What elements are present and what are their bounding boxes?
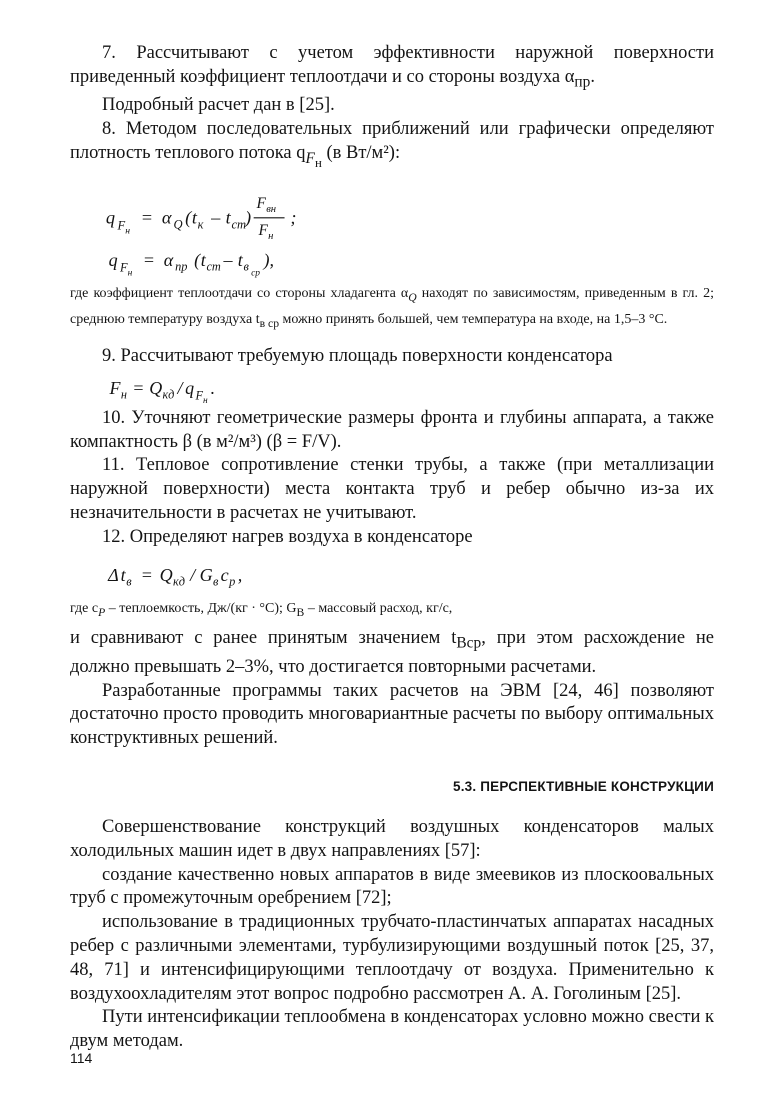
svg-text:Q: Q: [149, 377, 163, 398]
paragraph-11: 11. Тепловое сопротивление стенки трубы, а также (при металлизации наружной поверхности) места контакта труб и ребер обычно из-за их незначительности в расчетах не учитывают.: [70, 455, 714, 524]
svg-text:G: G: [199, 564, 213, 585]
section-heading: 5.3. ПЕРСПЕКТИВНЫЕ КОНСТРУКЦИИ: [453, 779, 714, 795]
svg-text:пр: пр: [175, 260, 188, 275]
paragraph-15: Совершенствование конструкций воздушных конденсаторов малых холодильных машин идет в двух направлениях [57]:: [70, 817, 714, 861]
formula-air-heating: [70, 558, 472, 598]
svg-text:F: F: [195, 388, 203, 403]
note-1: где коэффициент теплоотдачи со стороны хладагента $\alpha_Q$ находят по зависимостям, приведенным в гл. 2; среднюю температуру воздуха $t_{в ср}$ можно принять большей, чем температура на входе, на 1,5–3 °С.: [70, 286, 715, 331]
svg-text:q: q: [185, 377, 195, 398]
svg-text:н: н: [203, 396, 208, 407]
svg-text:,: ,: [237, 564, 243, 585]
svg-text:;: ;: [290, 208, 297, 229]
svg-text:t: t: [225, 208, 231, 229]
paragraph-12: 12. Определяют нагрев воздуха в конденсаторе: [102, 526, 473, 547]
svg-text:F: F: [109, 377, 121, 398]
svg-text:/: /: [190, 564, 196, 585]
paragraph-7: 7. Рассчитывают с учетом эффективности наружной поверхности приведенный коэффициент теплоотдачи и со стороны воздуха $\alpha_{пр}$.: [70, 43, 714, 91]
svg-text:c: c: [220, 564, 229, 585]
formula-heat-flux-1: [70, 185, 472, 241]
svg-text:ср: ср: [251, 268, 261, 279]
paragraph-9: 9. Рассчитывают требуемую площадь поверхности конденсатора: [102, 346, 613, 367]
svg-text:н: н: [127, 268, 133, 279]
paragraph-16: создание качественно новых аппаратов в виде змеевиков из плоскоовальных труб с промежуточным оребрением [72];: [70, 864, 714, 909]
paragraph-18: Пути интенсификации теплообмена в конденсаторах условно можно свести к двум методам.: [70, 1007, 714, 1052]
formula-area: [70, 373, 472, 407]
svg-text:=: =: [142, 250, 155, 271]
svg-text:Q: Q: [159, 564, 173, 585]
paragraph-13: и сравнивают с ранее принятым значением $t_{Вср}$, при этом расхождение не должно превышать 2–3%, что достигается повторными расчетами.: [70, 628, 715, 677]
svg-text:–: –: [211, 208, 221, 229]
paragraph-10: 10. Уточняют геометрические размеры фронта и глубины аппарата, а также компактность β (в м²/м³) (β = F/V).: [70, 407, 714, 452]
svg-text:α: α: [161, 208, 172, 229]
formula-heat-flux-2: [70, 245, 472, 283]
svg-text:в: в: [126, 574, 132, 589]
svg-text:),: ),: [263, 250, 274, 271]
svg-text:кд: кд: [162, 387, 175, 402]
svg-text:t: t: [200, 250, 206, 271]
svg-text:н: н: [268, 231, 274, 242]
svg-text:ст: ст: [206, 260, 221, 275]
svg-text:/: /: [177, 377, 183, 398]
paragraph-7b: Подробный расчет дан в [25].: [102, 95, 335, 116]
paragraph-17: использование в традиционных трубчато-пластинчатых аппаратах насадных ребер с различными элементами, турбулизирующими воздушный поток [25, 37, 48, 71] и интенсифицирующими теплоотдачу от воздуха. Применительно к воздухоохладителям этот вопрос подробно рассмотрен А. А. Гоголиным [25].: [70, 912, 714, 1004]
svg-text:q: q: [108, 250, 118, 271]
svg-text:p: p: [229, 574, 236, 589]
svg-text:–: –: [223, 250, 233, 271]
svg-text:t: t: [120, 564, 126, 585]
svg-text:ст: ст: [231, 217, 247, 232]
svg-text:н: н: [125, 225, 131, 237]
svg-text:в: в: [212, 574, 219, 589]
svg-text:): ): [244, 208, 252, 229]
svg-text:t: t: [237, 250, 243, 271]
note-2: где $c_P$ – теплоемкость, Дж/(кг · °С); $G_В$ – массовый расход, кг/с,: [70, 600, 453, 619]
svg-text:к: к: [197, 217, 204, 232]
svg-text:α: α: [163, 250, 174, 271]
svg-text:кд: кд: [172, 574, 186, 589]
svg-text:Δ: Δ: [108, 564, 119, 585]
svg-text:=: =: [140, 564, 153, 585]
svg-text:=: =: [140, 208, 154, 229]
svg-text:Q: Q: [173, 217, 183, 232]
svg-text:=: =: [132, 377, 145, 398]
svg-text:F: F: [120, 261, 128, 276]
svg-text:(: (: [194, 250, 201, 271]
svg-text:F: F: [256, 195, 266, 213]
svg-text:вн: вн: [266, 204, 277, 216]
page-number: 114: [70, 1050, 93, 1066]
svg-text:F: F: [258, 222, 268, 240]
paragraph-14: Разработанные программы таких расчетов на ЭВМ [24, 46] позволяют достаточно просто проводить многовариантные расчеты по выбору оптимальных конструктивных решений.: [70, 680, 714, 749]
svg-text:.: .: [210, 377, 216, 398]
svg-text:(: (: [185, 208, 192, 229]
svg-text:F: F: [117, 218, 126, 233]
svg-text:q: q: [105, 208, 116, 229]
svg-text:н: н: [120, 387, 127, 402]
paragraph-8: 8. Методом последовательных приближений или графически определяют плотность теплового потока $q_{F_н}$ (в Вт/м²):: [70, 119, 714, 170]
svg-text:в: в: [243, 260, 249, 275]
svg-text:t: t: [191, 208, 197, 229]
